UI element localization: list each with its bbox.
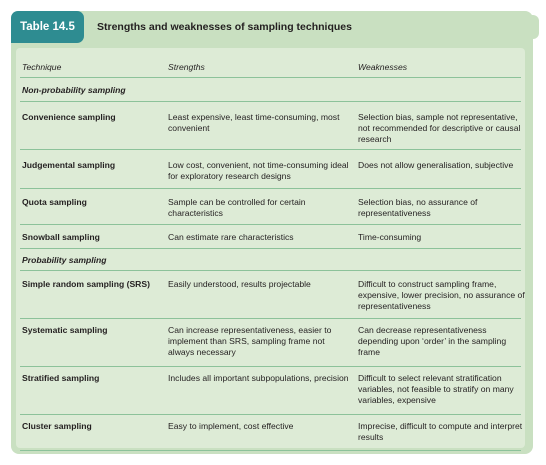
technique-cell: Cluster sampling <box>22 421 92 431</box>
table-row <box>20 189 521 225</box>
table-row <box>20 367 521 415</box>
strengths-cell: Low cost, convenient, not time-consuming ideal for exploratory research designs <box>168 160 349 182</box>
column-header-technique: Technique <box>22 62 62 72</box>
table-row <box>20 102 521 150</box>
table-frame <box>11 11 533 454</box>
table-row <box>20 319 521 367</box>
strengths-cell: Least expensive, least time-consuming, most convenient <box>168 112 340 134</box>
technique-cell: Quota sampling <box>22 197 87 207</box>
strengths-cell: Includes all important subpopulations, precision <box>168 373 349 383</box>
table-title: Strengths and weaknesses of sampling techniques <box>91 15 539 39</box>
technique-cell: Snowball sampling <box>22 232 100 242</box>
weaknesses-cell: Selection bias, no assurance of representativeness <box>358 197 478 219</box>
strengths-cell: Easy to implement, cost effective <box>168 421 294 431</box>
technique-cell: Convenience sampling <box>22 112 116 122</box>
strengths-cell: Can increase representativeness, easier to implement than SRS, sampling frame not always necessary <box>168 325 332 358</box>
technique-cell: Stratified sampling <box>22 373 100 383</box>
technique-cell: Judgemental sampling <box>22 160 116 170</box>
weaknesses-cell: Can decrease representativeness depending upon ‘order’ in the sampling frame <box>358 325 507 358</box>
weaknesses-cell: Selection bias, sample not representative, not recommended for descriptive or causal research <box>358 112 521 145</box>
technique-cell: Simple random sampling (SRS) <box>22 279 150 289</box>
section-heading-probability: Probability sampling <box>22 255 107 265</box>
weaknesses-cell: Difficult to construct sampling frame, expensive, lower precision, no assurance of representativeness <box>358 279 525 312</box>
section-heading-non-probability: Non-probability sampling <box>22 85 126 95</box>
table-row <box>20 415 521 451</box>
technique-cell: Systematic sampling <box>22 325 108 335</box>
column-header-weaknesses: Weaknesses <box>358 62 408 72</box>
strengths-cell: Can estimate rare characteristics <box>168 232 294 242</box>
section-row <box>20 78 521 102</box>
table-row <box>20 225 521 249</box>
column-header-strengths: Strengths <box>168 62 205 72</box>
strengths-cell: Sample can be controlled for certain characteristics <box>168 197 306 219</box>
table-label: Table 14.5 <box>11 11 84 43</box>
strengths-cell: Easily understood, results projectable <box>168 279 311 289</box>
table-row <box>20 150 521 189</box>
table-header <box>11 11 533 43</box>
table-body <box>16 48 525 448</box>
weaknesses-cell: Does not allow generalisation, subjective <box>358 160 514 170</box>
weaknesses-cell: Time-consuming <box>358 232 422 242</box>
weaknesses-cell: Imprecise, difficult to compute and interpret results <box>358 421 523 443</box>
section-row <box>20 249 521 271</box>
weaknesses-cell: Difficult to select relevant stratification variables, not feasible to stratify on many variables, expensive <box>358 373 514 406</box>
table-row <box>20 271 525 319</box>
column-header-row <box>20 52 521 78</box>
